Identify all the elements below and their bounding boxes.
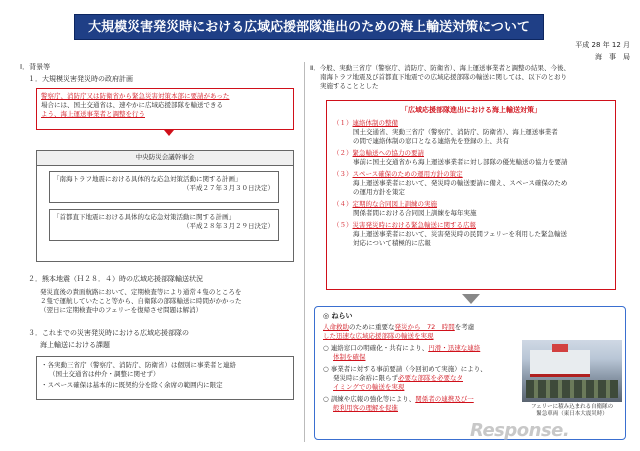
subsection-3-heading: ３．これまでの災害発災時における広域応援部隊の [28,329,189,337]
measures-list [327,115,615,248]
intro-line-1: Ⅱ．今般、実動三省庁（警察庁、消防庁、防衛省）、海上運送事業者と調整の結果、今後、 [310,64,570,72]
ferry-photo [522,340,622,402]
issue-1b: （国土交通省は仲介・調整に関せず） [49,370,160,378]
plan-nankai-date: （平成２７年３月３０日決定） [183,184,274,192]
policy-intro [310,64,570,91]
measure-head: 災害発災時における緊急輸送に関する広報 [352,221,476,229]
measure-body-2: 対応について積極的に広報 [353,239,431,247]
vehicle-row-shape [526,380,618,398]
aims-lead-1b: のために重要な [349,323,395,331]
issuing-org: 海 事 局 [595,53,630,61]
measure-item [333,119,609,146]
measure-num: （５） [333,221,353,229]
measure-body-2: の間で連絡体制の窓口となる連絡先を登録の上、共有 [353,137,509,145]
column-divider [304,62,305,442]
aim-1: ○ 連絡窓口の明確化・共有により、円滑・迅速な連絡 [323,344,481,352]
ferry-funnel-shape [552,344,568,352]
measure-num: （１） [333,119,353,127]
aims-lead-1 [315,321,625,332]
subsection-3-heading-cont: 海上輸送における課題 [40,341,110,349]
intro-line-3: 実施することとした [320,82,379,90]
down-arrow-icon [462,294,480,304]
redbox-line-1: 警察庁、消防庁又は防衛省から緊急災害対策本部に要請があった [41,92,230,100]
down-arrow-icon [164,130,174,136]
measure-num: （４） [333,200,353,208]
aim-2c: 必要な部隊を必要なタ [398,374,463,382]
measure-num: （３） [333,170,353,178]
aim-3c: 般利用客の理解を促進 [333,404,398,412]
issue-1-text: 各実動三省庁（警察庁、消防庁、防衛省）は個別に事業者と連絡 [47,361,236,369]
aim-3: ○ 訓練や広報の強化等により、関係者の連携及び一 [323,395,474,403]
measure-body-2: の運用方針を策定 [353,188,405,196]
gov-plan-redbox [36,88,294,130]
issue-2-text: スペース確保は基本的に既契約分を除く余席の範囲内に限定 [47,381,223,389]
plan-box-shuto [49,209,279,241]
aims-lead-1a: 人命救助 [323,323,349,331]
ferry-hull-shape [530,350,590,377]
measures-title: 「広域応援部隊進出における海上輸送対策」 [401,106,541,114]
page-title: 大規模災害発災時における広域応援部隊進出のための海上輸送対策について [74,14,544,40]
intro-line-2: 南海トラフ地震及び首都直下地震での広域応援部隊の輸送に関しては、以下のとおり [320,73,567,81]
measure-body: 海上運送事業者において、発災時の輸送要請に備え、スペース確保のため [353,179,568,187]
measure-item [333,221,609,248]
aim-1a: 連絡窓口の明確化・共有により、 [330,344,429,352]
aims-lead-1d: を考慮 [454,323,475,331]
photo-caption-line-2: 緊急車両（東日本大震災時） [536,411,608,417]
aims-label: ねらい [331,312,353,320]
aim-2: ○ 事業者に対する事前要請（今回初めて実施）により、 [323,365,487,373]
section-1-heading: Ⅰ．背景等 [20,63,51,71]
measure-item [333,200,609,218]
date-block [568,40,630,62]
plan-box-nankai [49,171,279,203]
target-icon: ◎ [323,312,332,320]
kumamoto-body [40,288,242,315]
photo-caption [522,404,622,418]
council-label: 中央防災会議幹事会 [37,151,293,166]
aim-3a: 訓練や広報の強化等により、 [330,395,416,403]
measure-head: 定期的な合同図上訓練の実施 [352,200,437,208]
issues-box [36,356,294,400]
aim-2d: イミングでの輸送を実現 [333,383,405,391]
issue-1: ・各実動三省庁（警察庁、消防庁、防衛省）は個別に事業者と連絡 [41,361,236,369]
aim-2b: 発災時に余裕に限らず [333,374,398,382]
measure-num: （２） [333,149,353,157]
measure-item [333,149,609,167]
measure-body: 国土交通省、実動三省庁（警察庁、消防庁、防衛省）、海上運送事業者 [353,128,558,136]
aims-heading [315,307,625,321]
kumamoto-line-3: （翌日に定期検査中のフェリーを復帰させ問題は解消） [40,306,203,314]
photo-caption-line-1: フェリーに積み込まれる自衛隊の [530,404,614,410]
measure-body: 海上運送事業者において、災害発災時の民間フェリーを利用した緊急輸送 [353,230,568,238]
plan-shuto-date: （平成２８年３月２９日決定） [183,222,274,230]
aims-lead-2: した迅速な広域応援部隊の輸送を実現 [323,332,434,340]
redbox-line-3: よう、海上運送事業者と調整を行う [41,110,145,118]
measure-head: 連絡体制の整備 [352,119,398,127]
council-box [36,150,294,262]
measure-item [333,170,609,197]
measures-box [326,100,616,290]
measure-head: 緊急輸送への協力の要請 [352,149,424,157]
kumamoto-line-2: ２隻で運航していたこと等から、自衛隊の部隊輸送に時間がかかった [40,297,242,305]
aim-2a: 事業者に対する事前要請（今回初めて実施）により、 [330,365,487,373]
subsection-1-heading: １．大規模災害発災時の政府計画 [28,75,133,83]
issue-date: 平成 28 年 12 月 [575,41,630,49]
plan-nankai-title: 「南海トラフ地震における具体的な応急対策活動に関する計画」 [53,175,242,183]
aim-1c: 体制を確保 [333,353,366,361]
aims-lead-1c: 発災から 72 時間 [394,323,455,331]
redbox-line-2: 場合には、国土交通省は、速やかに広域応援部隊を輸送できる [41,101,223,109]
subsection-2-heading: ２．熊本地震（Ｈ２８．４）時の広域応援部隊輸送状況 [28,275,203,283]
kumamoto-line-1: 発災直後の貴面航路において、定期検査等により通常４隻のところを [40,288,242,296]
measure-body: 関係者間における合同図上訓練を毎年実施 [353,209,477,217]
issue-2: ・スペース確保は基本的に既契約分を除く余席の範囲内に限定 [41,381,223,389]
response-watermark: Response. [470,420,570,441]
aim-3b: 関係者の連携及び一 [415,395,474,403]
measure-head: スペース確保のための運用方針の策定 [352,170,463,178]
measure-body: 事前に国土交通省から海上運送事業者に対し部隊の優先輸送の協力を要請 [353,158,568,166]
plan-shuto-title: 「首都直下地震における具体的な応急対策活動に関する計画」 [53,213,235,221]
aim-1b: 円滑・迅速な連絡 [428,344,481,352]
